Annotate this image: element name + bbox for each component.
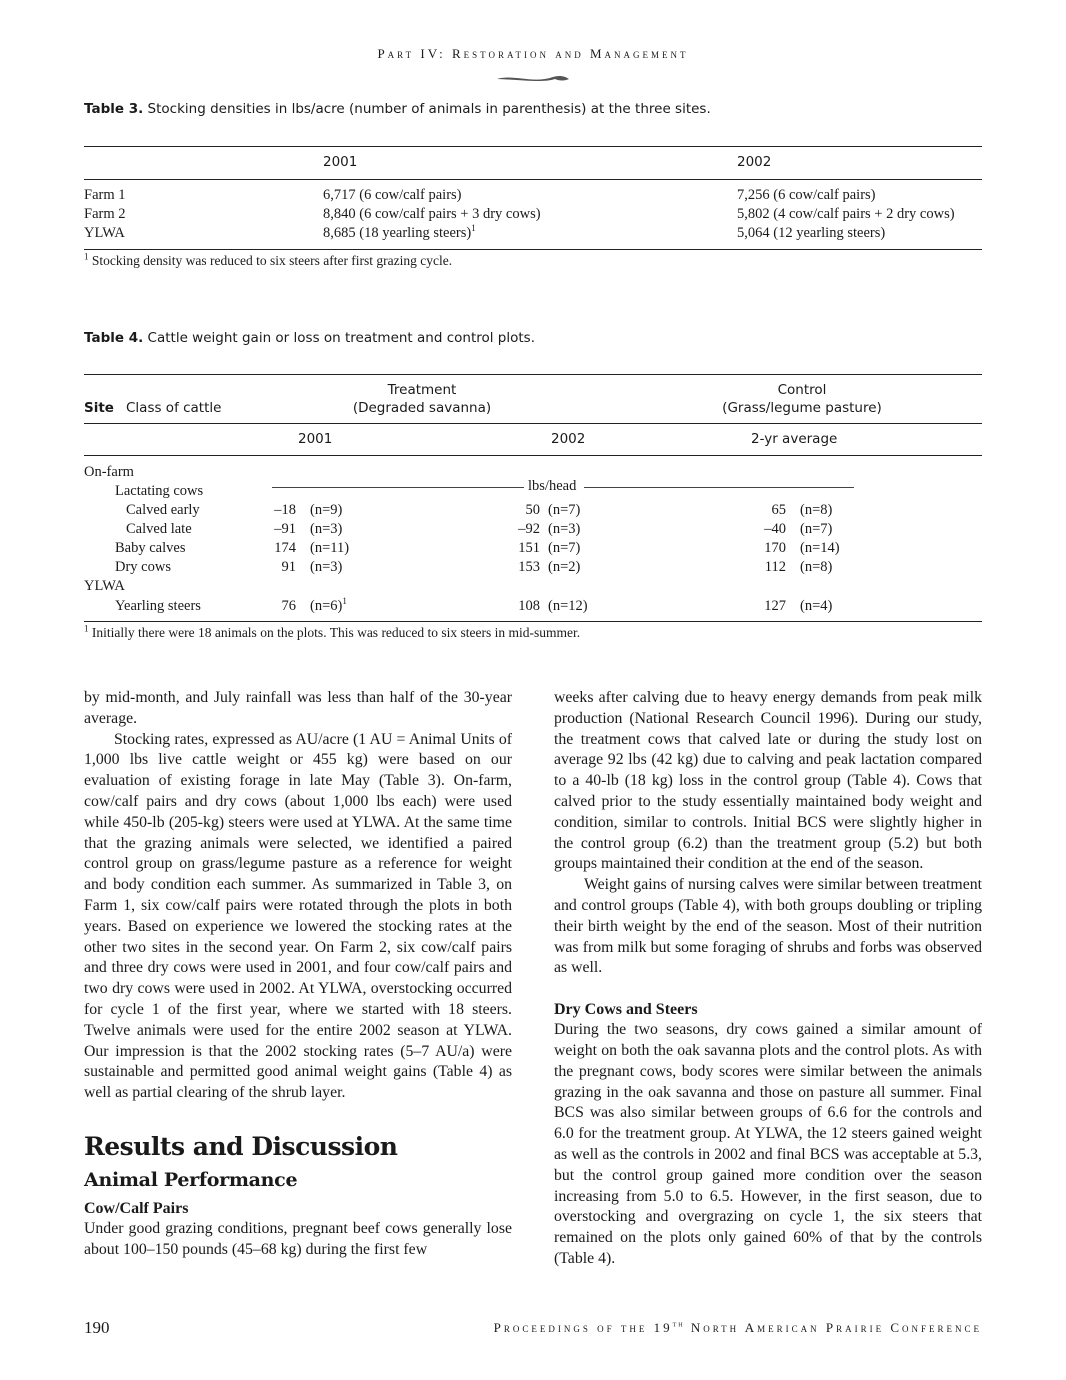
table4-subhead-rule <box>84 423 982 424</box>
table4-head-treatment: Treatment <box>387 382 457 398</box>
body-left-column <box>84 688 512 1261</box>
table4-value: 65 <box>771 502 786 518</box>
table4-value: 91 <box>281 559 296 575</box>
table4-value: 127 <box>764 598 786 614</box>
table4-caption: Table 4. Cattle weight gain or loss on treatment and control plots. <box>84 330 535 346</box>
table3-cell: 8,840 (6 cow/calf pairs + 3 dry cows) <box>323 206 541 222</box>
table3-bottom-rule <box>84 249 982 250</box>
table4-n: (n=11) <box>310 540 350 556</box>
table4-n: (n=14) <box>800 540 840 556</box>
table4-head-site: Site <box>84 400 114 416</box>
subsubsection-heading: Dry Cows and Steers <box>554 1001 698 1019</box>
body-paragraph: weeks after calving due to heavy energy demands from peak milk production (National Research Council 1996). During our study, the treatment cows that calved late or during the study lost on average 92 lbs (42 kg) due to calving and peak lactation compared to a 40-lb (18 kg) loss in the control group (Table 4). Cows that calved prior to the study essentially maintained body weight and condition, similar to controls. Initial BCS were slightly higher in the control group (6.2) than the treatment group (5.2) but both groups maintained their condition at the end of the season. <box>554 689 982 873</box>
table3-cell: 6,717 (6 cow/calf pairs) <box>323 187 462 203</box>
table4-bottom-rule <box>84 621 982 622</box>
table4-value: –18 <box>274 502 296 518</box>
body-paragraph: Under good grazing conditions, pregnant beef cows generally lose about 100–150 pounds (45–68 kg) during the first few <box>84 1219 512 1258</box>
table3-top-rule <box>84 146 982 147</box>
table4-row-label: Calved late <box>126 521 192 537</box>
table4-row-label: Dry cows <box>115 559 171 575</box>
table3-cell: 5,064 (12 yearling steers) <box>737 225 886 241</box>
table3-cell: 5,802 (4 cow/calf pairs + 2 dry cows) <box>737 206 955 222</box>
table4-head-control-sub: (Grass/legume pasture) <box>722 400 882 416</box>
table4-n: (n=7) <box>548 540 581 556</box>
table3-site: Farm 1 <box>84 187 126 203</box>
subsubsection-heading: Cow/Calf Pairs <box>84 1199 189 1217</box>
table3-cell: 8,685 (18 yearling steers)$^1$ <box>323 223 476 241</box>
table4-top-rule <box>84 374 982 375</box>
table4-head-class: Class of cattle <box>126 400 222 416</box>
body-paragraph: by mid-month, and July rainfall was less than half of the 30-year average. <box>84 689 512 727</box>
units-rule-right <box>584 487 854 488</box>
table4-col-avg: 2-yr average <box>751 431 838 447</box>
table4-value: –40 <box>764 521 786 537</box>
table4-row-label: Calved early <box>126 502 200 518</box>
table4-group-ylwa: YLWA <box>84 578 125 594</box>
table4-value: 108 <box>518 598 540 614</box>
table3-cell: 7,256 (6 cow/calf pairs) <box>737 187 876 203</box>
page-number: 190 <box>84 1318 110 1337</box>
table4-units: lbs/head <box>528 478 577 494</box>
table4-value: –91 <box>274 521 296 537</box>
table4-n: (n=3) <box>548 521 581 537</box>
table4-value: 153 <box>518 559 540 575</box>
table4-n: (n=8) <box>800 502 833 518</box>
table3-col-2001: 2001 <box>323 154 358 170</box>
body-paragraph: Weight gains of nursing calves were similar between treatment and control groups (Table 4), with both groups doubling or tripling their birth weight by the end of the season. Most of their nutrition was from milk but some foraging of shrubs and forbs was observed as well. <box>554 876 982 977</box>
table4-head-control: Control <box>777 382 827 398</box>
subsection-heading: Animal Performance <box>84 1168 298 1191</box>
table4-head-treatment-sub: (Degraded savanna) <box>352 400 492 416</box>
table4-value: 170 <box>764 540 786 556</box>
units-rule-left <box>272 487 524 488</box>
table3-header-rule <box>84 179 982 180</box>
table3-footnote: $^1$ Stocking density was reduced to six steers after first grazing cycle. <box>84 251 453 268</box>
running-head: Part IV: Restoration and Management <box>377 46 689 61</box>
table4-group-onfarm: On-farm <box>84 464 134 480</box>
table4-value: 76 <box>281 598 296 614</box>
table4-n: (n=4) <box>800 598 833 614</box>
table4-n: (n=3) <box>310 521 343 537</box>
table4-n: (n=3) <box>310 559 343 575</box>
table4-row-label: Baby calves <box>115 540 186 556</box>
running-foot: Proceedings of the 19th North American Prairie Conference <box>493 1318 982 1335</box>
table4-value: 174 <box>274 540 296 556</box>
table3-col-2002: 2002 <box>737 154 772 170</box>
table4-n: (n=7) <box>800 521 833 537</box>
table4-col-2002: 2002 <box>551 431 586 447</box>
table4-subgroup-lactating: Lactating cows <box>115 483 204 499</box>
table4-value: 151 <box>518 540 540 556</box>
table3-caption: Table 3. Stocking densities in lbs/acre (number of animals in parenthesis) at the three sites. <box>84 101 711 117</box>
table4-col-2001: 2001 <box>298 431 333 447</box>
section-heading: Results and Discussion <box>84 1131 398 1161</box>
table4-n: (n=7) <box>548 502 581 518</box>
table4-n: (n=12) <box>548 598 588 614</box>
table3-site: YLWA <box>84 225 125 241</box>
table3-site: Farm 2 <box>84 206 126 222</box>
body-paragraph: Stocking rates, expressed as AU/acre (1 AU = Animal Units of 1,000 lbs live cattle weight or 455 kg) were based on our evaluation of existing forage in late May (Table 3). On-farm, cow/calf pairs and dry cows (about 1,000 lbs each) were used while 450-lb (205-kg) steers were used at YLWA. At the same time that the grazing animals were selected, we identified a paired control group on grass/legume pasture as a reference for weight and body condition each summer. As summarized in Table 3, on Farm 1, six cow/calf pairs were rotated through the plots in both years. Based on experience we lowered the stocking rates at the other two sites in the second year. On Farm 2, six cow/calf pairs and three dry cows were used in 2001, and four cow/calf pairs and two dry cows were used in 2002. At YLWA, overstocking occurred for cycle 1 of the first year, where we started with 18 steers. Twelve animals were used for the entire 2002 season at YLWA. Our impression is that the 2002 stocking rates (5–7 AU/a) were sustainable and permitted good animal weight gains (Table 4) as well as partial clearing of the shrub layer. <box>84 730 512 1102</box>
table4-n: (n=2) <box>548 559 581 575</box>
table4-footnote: $^1$ Initially there were 18 animals on the plots. This was reduced to six steers in mid-summer. <box>84 623 581 640</box>
body-right-column <box>554 688 982 1270</box>
table4-n: (n=9) <box>310 502 343 518</box>
table4-value: 50 <box>525 502 540 518</box>
table4-n: (n=8) <box>800 559 833 575</box>
body-paragraph: During the two seasons, dry cows gained a similar amount of weight on both the oak savanna plots and the control plots. As with the pregnant cows, body scores were similar between the animals grazing in the oak savanna and those on pasture all summer. Final BCS was also similar between groups of 6.6 for the controls and 6.0 for the treatment group. At YLWA, the 12 steers gained weight as well as the controls in 2002 and final BCS was acceptable at 5.3, but the control group gained more condition over the season increasing from 5.0 to 6.5. However, in the first season, due to overstocking and overgrazing on cycle 1, the six steers that remained on the plots only gained 60% of that by the controls (Table 4). <box>554 1021 982 1267</box>
table4-header-rule <box>84 455 982 456</box>
table4-value: 112 <box>764 559 786 575</box>
table4-n: (n=6)$^1$ <box>310 596 347 614</box>
decorative-flourish-icon <box>493 70 573 86</box>
table4-row-label: Yearling steers <box>115 598 201 614</box>
table4-value: –92 <box>518 521 540 537</box>
